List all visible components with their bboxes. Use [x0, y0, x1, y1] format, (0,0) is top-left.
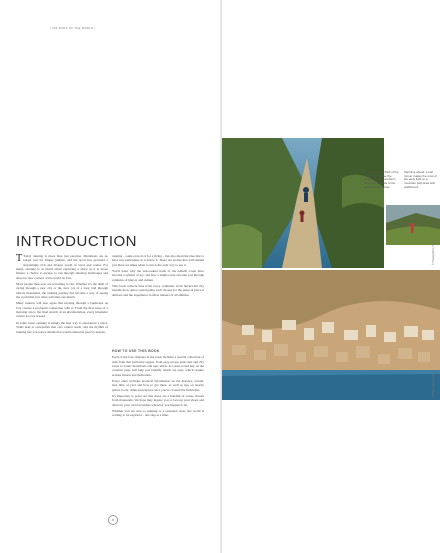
- section-subhead: HOW TO USE THIS BOOK: [112, 349, 160, 353]
- paragraph: Many runners will also agree that moving through a landscape on foot creates a profound connection with it. From the first steps of a morning run to the final stretch of an ultramarathon, every kilometre carries its own reward.: [16, 301, 108, 319]
- running-head: | 200 RUNS OF THE WORLD |: [50, 27, 96, 30]
- paragraph-text: Today running is more than just exercise. Marathons are no longer just for fitness junkies, and the sport has spawned a surprisingly rich and diverse world of races and routes. For many, running is as much about exploring a place as it is about fitness: a chance to escape, to run through amazing landscapes and discover new corners of the world on foot.: [16, 254, 108, 280]
- paragraph: More people than ever are travelling to run. Whether it's the thrill of racing through a new city or the slow joy of a long trail through remote mountains, the running journey has become a way of seeing the world that few other activities can match.: [16, 282, 108, 300]
- paragraph: You'll learn why the sun-soaked trails of the Amalfi Coast have become a symbol of joy, and how a single route can take you through centuries of history and culture.: [112, 269, 204, 282]
- photo-mountain-runner-image: [386, 205, 440, 245]
- paragraph: This book collects runs from every continent, from bucket-list city marathons to quiet coastal paths, each chosen for the sense of place it delivers and the experience it offers runners of all abilities.: [112, 284, 204, 297]
- paragraph: running – some even do it for a living – but also about the idea that to have run somewhere is to know it. There are stories that will remind you there are times when to run is the only way to see it.: [112, 254, 204, 267]
- photo-coastal-town: [222, 270, 440, 400]
- body-column-1: [16, 254, 108, 336]
- photo-trail-runners-image: [222, 138, 384, 268]
- paragraph: In some cases, running is simply the best way to experience a place. Trails lead to viewpoints that cars cannot reach, and the rhythm of running lets you notice details that would otherwise pass by unseen.: [16, 320, 108, 334]
- page-title: INTRODUCTION: [16, 233, 137, 250]
- body-column-3: [112, 346, 204, 420]
- photo-credit: © Photographer Credit: [432, 374, 435, 398]
- paragraph: It's important to point out that these are a handful of routes chosen from thousands. We hope they inspire you to lace up your shoes and discover your own favourites wherever you happen to be.: [112, 394, 204, 407]
- right-page: [222, 0, 440, 553]
- page-number: 8: [108, 515, 118, 525]
- photo-mountain-runner: [386, 205, 440, 245]
- paragraph: Every entry includes practical information on the distance, terrain, best time of year and how to get there, as well as tips on nearby places to eat, drink and explore once you've crossed the finish line.: [112, 379, 204, 392]
- photo-coastal-town-image: [222, 270, 440, 400]
- drop-cap: T: [16, 253, 23, 264]
- photo-credit: © Photographer Credit: [432, 241, 435, 265]
- caption-top-right: Sprinting ahead, a trail runner makes the most of the early light on a mountain path lined with wildflowers.: [404, 170, 437, 189]
- caption-top-left: Runners on the Path of the Gods, high above the Amalfi Coast in southern Italy, take in views of the sparkling sea below.: [364, 170, 399, 189]
- photo-trail-runners: [222, 138, 384, 268]
- paragraph: Whether you are new to running or a seasoned racer, the world is waiting to be explored – one step at a time.: [112, 409, 204, 418]
- paragraph: Each of the four chapters in the book includes a special collection of runs from that particular region, from easy-access park runs and city loops to iconic marathons and epic ultras. A colour-coded key on the contents page will help you identify which are easy, which require serious fitness and dedication.: [112, 355, 204, 377]
- paragraph: [16, 254, 108, 280]
- body-column-2: [112, 254, 204, 299]
